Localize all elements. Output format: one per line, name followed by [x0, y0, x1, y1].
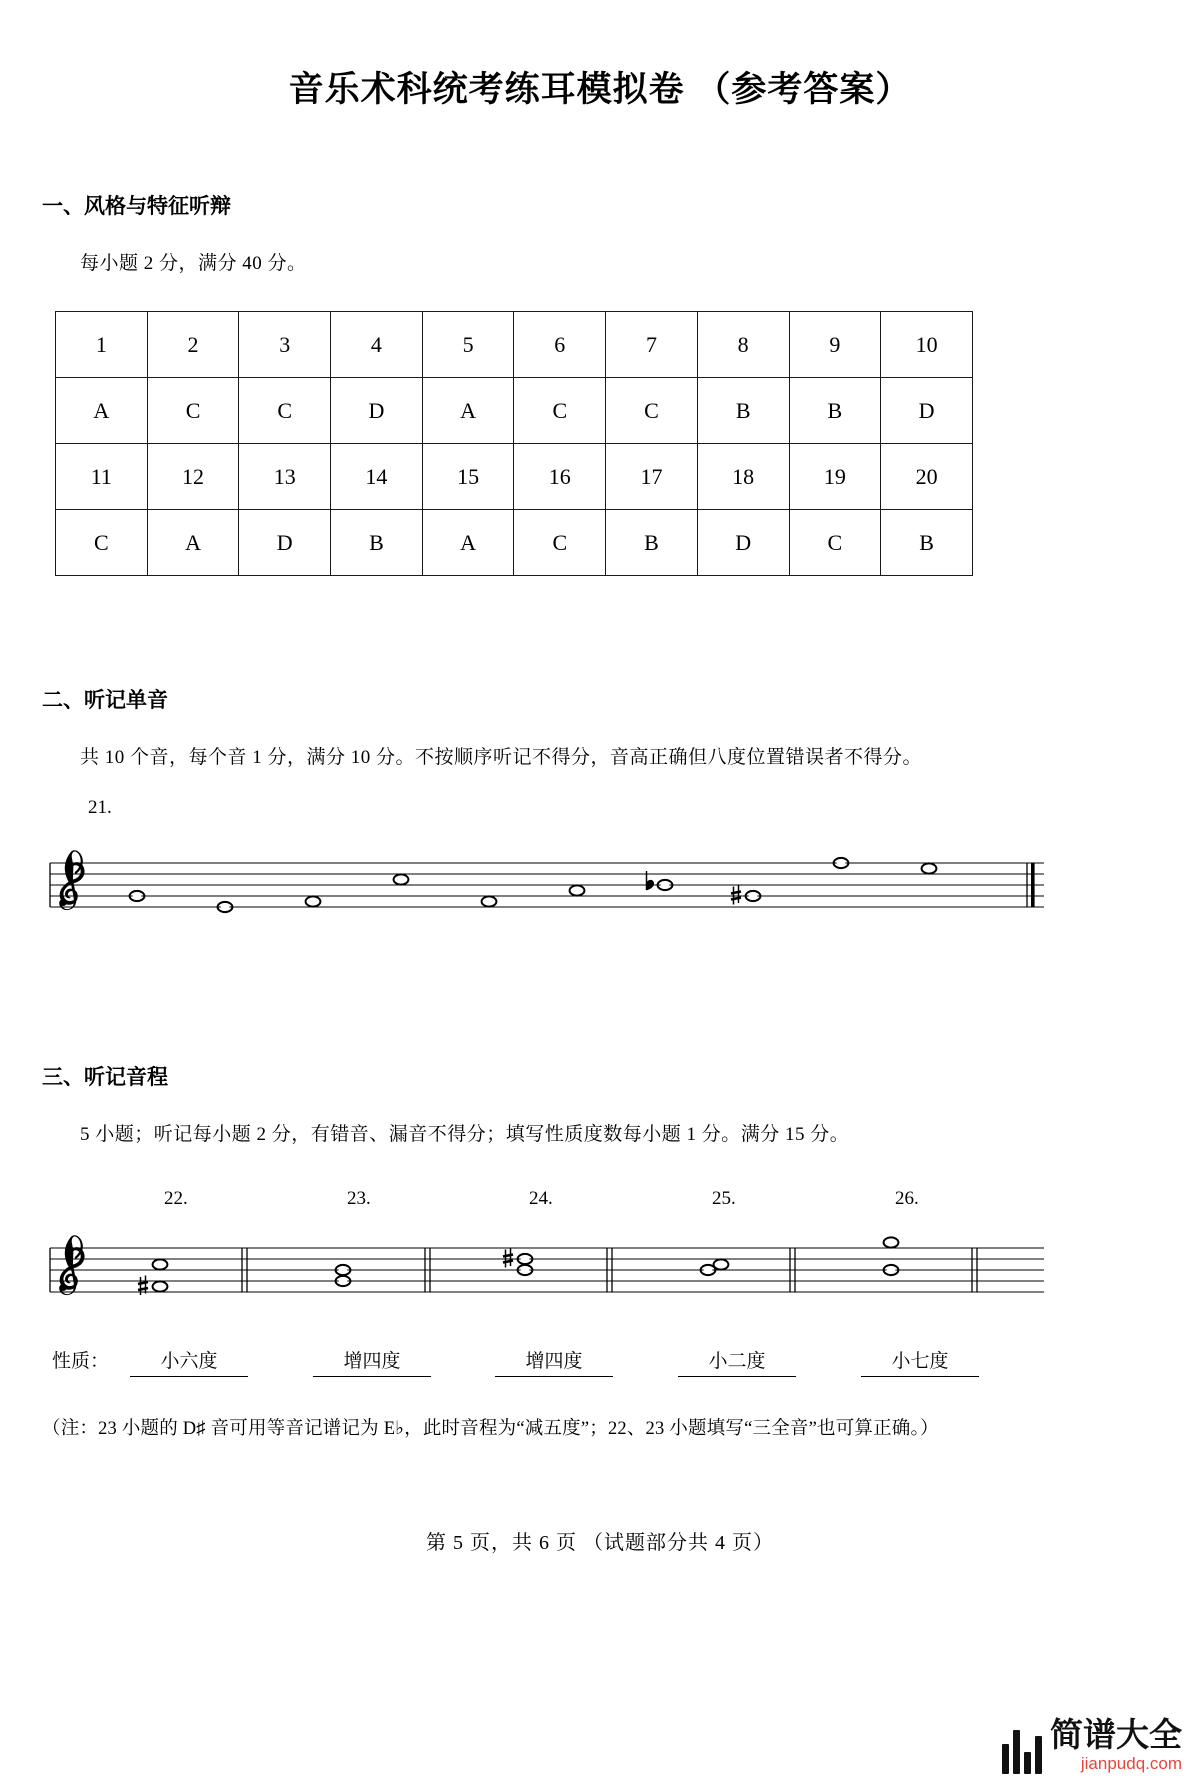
table-cell: 4: [331, 312, 423, 378]
section-1-scoring: 每小题 2 分，满分 40 分。: [80, 253, 307, 274]
table-cell: A: [147, 510, 239, 576]
whole-note-head: [884, 1237, 899, 1248]
table-cell: B: [789, 378, 881, 444]
quality-value-25: 小二度: [678, 1346, 796, 1377]
table-cell: 7: [606, 312, 698, 378]
table-cell: 3: [239, 312, 331, 378]
whole-note-head: [306, 896, 321, 907]
sharp-accidental-icon: [503, 1248, 513, 1268]
table-cell: 12: [147, 444, 239, 510]
table-cell: A: [422, 378, 514, 444]
sharp-accidental-icon: [731, 885, 741, 905]
section-2-scoring: 共 10 个音，每个音 1 分，满分 10 分。不按顺序听记不得分，音高正确但八度位置错误者不得分。: [80, 747, 923, 768]
table-cell: 16: [514, 444, 606, 510]
table-cell: C: [789, 510, 881, 576]
table-cell: 9: [789, 312, 881, 378]
single-note-staff: [42, 833, 1200, 943]
table-row: [56, 444, 973, 510]
table-cell: 17: [606, 444, 698, 510]
table-cell: 15: [422, 444, 514, 510]
table-cell: D: [239, 510, 331, 576]
page-title: 音乐术科统考练耳模拟卷 （参考答案）: [288, 70, 912, 109]
table-cell: B: [331, 510, 423, 576]
quality-value-26: 小七度: [861, 1346, 979, 1377]
table-cell: B: [881, 510, 973, 576]
table-cell: 13: [239, 444, 331, 510]
question-number-22: 22.: [164, 1188, 188, 1209]
question-number-24: 24.: [529, 1188, 553, 1209]
table-cell: B: [697, 378, 789, 444]
treble-clef-icon: [59, 850, 84, 910]
table-row: [56, 378, 973, 444]
question-number-25: 25.: [712, 1188, 736, 1209]
table-row: [56, 312, 973, 378]
section-3-heading: 三、听记音程: [42, 1066, 168, 1089]
whole-note-head: [153, 1281, 168, 1292]
table-cell: B: [606, 510, 698, 576]
table-cell: 8: [697, 312, 789, 378]
table-cell: 11: [56, 444, 148, 510]
interval-staff: [42, 1218, 1200, 1328]
watermark-name: 简谱大全: [1050, 1716, 1182, 1753]
piano-bars-icon: [1002, 1728, 1042, 1774]
table-cell: C: [147, 378, 239, 444]
watermark-logo: [1002, 1718, 1182, 1774]
quality-value-22: 小六度: [130, 1346, 248, 1377]
staff-notation-21: [42, 833, 1052, 943]
table-cell: A: [422, 510, 514, 576]
table-cell: 20: [881, 444, 973, 510]
page-footer: 第 5 页，共 6 页 （试题部分共 4 页）: [426, 1532, 774, 1554]
table-cell: D: [331, 378, 423, 444]
table-cell: C: [606, 378, 698, 444]
whole-note-head: [482, 896, 497, 907]
interval-question-numbers: [42, 1188, 1200, 1218]
table-cell: D: [697, 510, 789, 576]
question-number-21: 21.: [88, 797, 112, 818]
table-cell: 10: [881, 312, 973, 378]
whole-note-head: [714, 1259, 729, 1270]
table-cell: C: [239, 378, 331, 444]
section-1-heading: 一、风格与特征听辩: [42, 195, 231, 218]
interval-quality-row: [42, 1346, 1200, 1380]
section-3-scoring: 5 小题；听记每小题 2 分，有错音、漏音不得分；填写性质度数每小题 1 分。满分 15 分。: [80, 1124, 850, 1145]
table-cell: 2: [147, 312, 239, 378]
quality-value-23: 增四度: [313, 1346, 431, 1377]
table-cell: 19: [789, 444, 881, 510]
table-cell: A: [56, 378, 148, 444]
treble-clef-icon: [59, 1235, 84, 1295]
whole-note-head: [153, 1259, 168, 1270]
whole-note-head: [922, 863, 937, 874]
table-cell: 18: [697, 444, 789, 510]
table-cell: 6: [514, 312, 606, 378]
whole-note-head: [570, 885, 585, 896]
section-2-heading: 二、听记单音: [42, 689, 168, 712]
quality-label: 性质：: [52, 1351, 110, 1372]
table-cell: 1: [56, 312, 148, 378]
question-number-26: 26.: [895, 1188, 919, 1209]
table-cell: D: [881, 378, 973, 444]
table-cell: 14: [331, 444, 423, 510]
quality-value-24: 增四度: [495, 1346, 613, 1377]
answer-table: [55, 311, 973, 576]
section-3-footnote: （注：23 小题的 D♯ 音可用等音记谱记为 E♭，此时音程为“减五度”；22、23 小题填写“三全音”也可算正确。）: [42, 1419, 939, 1439]
staff-notation-intervals: [42, 1218, 1052, 1328]
whole-note-head: [394, 874, 409, 885]
question-number-23: 23.: [347, 1188, 371, 1209]
table-cell: 5: [422, 312, 514, 378]
table-row: [56, 510, 973, 576]
table-cell: C: [514, 378, 606, 444]
table-cell: C: [514, 510, 606, 576]
watermark-url: jianpudq.com: [1080, 1754, 1182, 1773]
table-cell: C: [56, 510, 148, 576]
